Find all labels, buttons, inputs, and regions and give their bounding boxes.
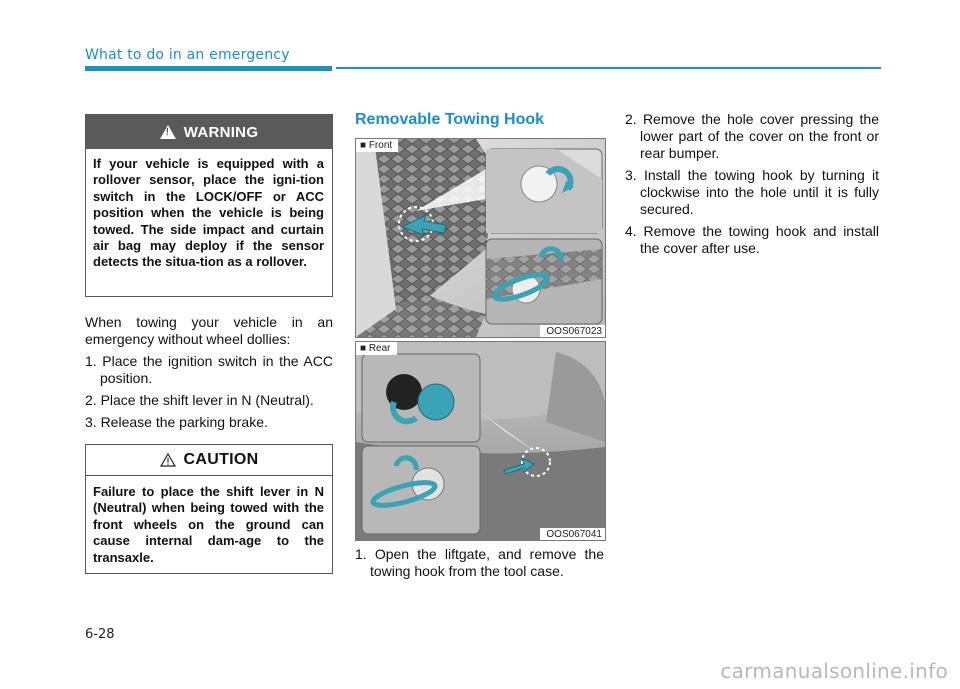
- figure-label-rear: ■ Rear: [356, 342, 397, 355]
- hook-step: 2. Remove the hole cover pressing the lower part of the cover on the front or rear bumper.: [625, 111, 879, 161]
- warning-box: [85, 114, 333, 297]
- page-number: 6-28: [85, 627, 115, 642]
- towing-step: 3. Release the parking brake.: [85, 414, 268, 430]
- caution-header: [86, 445, 332, 476]
- figure-code-rear: OOS067041: [540, 528, 605, 540]
- towing-intro: When towing your vehicle in an emergency without wheel dollies:: [85, 314, 333, 347]
- warning-triangle-icon: [160, 125, 176, 139]
- towing-step: 2. Place the shift lever in N (Neutral).: [85, 392, 314, 408]
- caution-text: Failure to place the shift lever in N (Neutral) when being towed with the front wheels on the ground can cause internal dam-age to the transaxle.: [93, 484, 324, 565]
- header-rule-thick: [85, 66, 332, 71]
- watermark-text: carmanualsonline.info: [720, 659, 948, 683]
- warning-header: [86, 115, 332, 149]
- figure-label-front: ■ Front: [356, 139, 398, 152]
- hook-steps-list-b: [625, 111, 879, 257]
- caution-label: CAUTION: [183, 451, 259, 468]
- front-bumper-figure: [355, 138, 606, 338]
- towing-steps-list: [85, 353, 333, 431]
- section-title: Removable Towing Hook: [355, 111, 545, 128]
- hook-steps-list-a: [355, 546, 604, 580]
- caution-triangle-icon: [160, 453, 176, 467]
- rear-bumper-figure: [355, 341, 606, 541]
- section-header-title: What to do in an emergency: [85, 47, 290, 63]
- hook-step: 1. Open the liftgate, and remove the towing hook from the tool case.: [355, 546, 604, 579]
- warning-label: WARNING: [183, 123, 259, 141]
- warning-text: If your vehicle is equipped with a rollover sensor, place the igni-tion switch in the LOCK/OFF or ACC position when the vehicle is being towed. The side impact and curtain air bag may deploy if the sensor detects the situa-tion as a rollover.: [93, 156, 324, 270]
- hook-step-1-block: [355, 546, 604, 585]
- front-bumper-illustration: [356, 139, 605, 337]
- towing-step: 1. Place the ignition switch in the ACC position.: [85, 353, 333, 386]
- towing-instructions: [85, 314, 333, 436]
- rear-bumper-illustration: [356, 342, 605, 540]
- hook-step: 4. Remove the towing hook and install the cover after use.: [625, 223, 879, 256]
- hook-step: 3. Install the towing hook by turning it clockwise into the hole until it is fully secured.: [625, 167, 879, 217]
- figure-code-front: OOS067023: [540, 325, 605, 337]
- hook-steps-block: [625, 111, 879, 262]
- header-rule-thin: [336, 67, 881, 69]
- caution-box: [85, 444, 333, 574]
